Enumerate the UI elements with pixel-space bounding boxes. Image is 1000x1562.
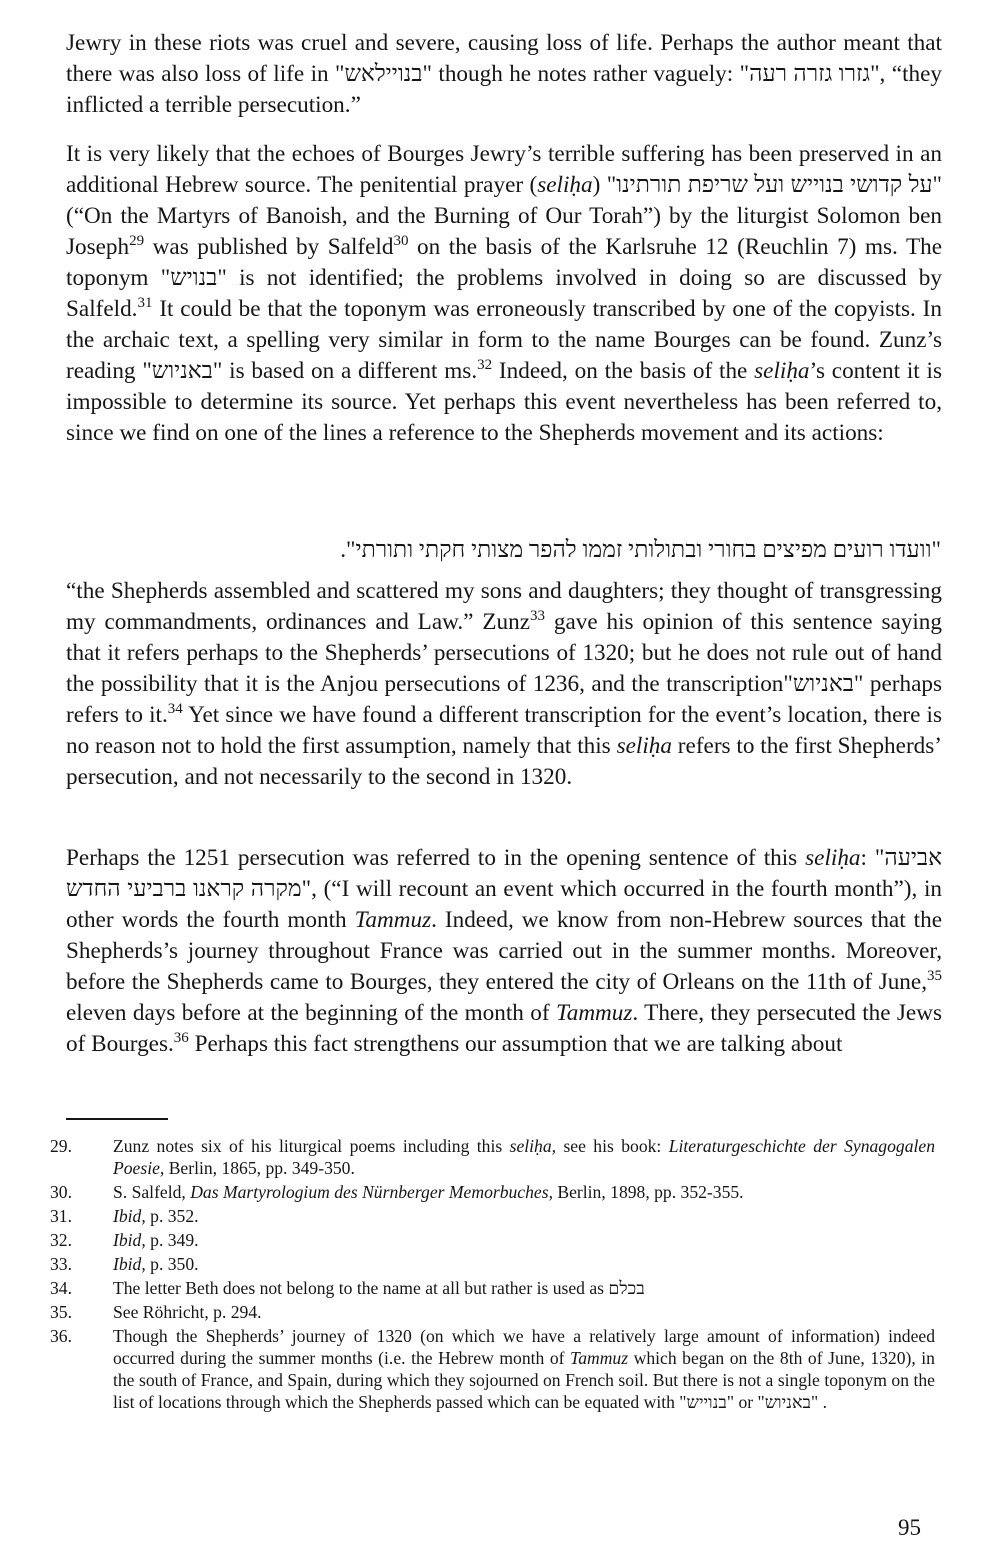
footnote-separator bbox=[66, 1118, 168, 1120]
p3-tammuz-1: Tammuz bbox=[354, 907, 432, 933]
p2b-text-a: “the Shepherds assembled and scattered my sons and daughters; they thought of transgressing my commandments, ordinances and Law.” Zunz bbox=[66, 578, 942, 635]
p2b-text-b: gave his opinion of this sentence saying that it refers perhaps to the Shepherds’ persecutions of 1320; but he does not rule out of hand the possibility that it is the Anjou persecutions of 1236, and the transcription"באניוש" perhaps refers to it. bbox=[66, 609, 942, 728]
p3-seliha: seliḥa bbox=[805, 845, 861, 871]
footnote-number: 29. bbox=[50, 1136, 72, 1156]
paragraph-3 bbox=[66, 843, 942, 1060]
paragraph-1-text: Jewry in these riots was cruel and severe, causing loss of life. Perhaps the author meant that there was also loss of life in "בנויילאש" though he notes rather vaguely: "גזרו גזרה רעה", “they inflicted a terrible persecution.” bbox=[66, 30, 942, 118]
p2b-text-d: refers to the first Shepherds’ persecution, and not necessarily to the second in 1320. bbox=[66, 733, 942, 790]
p2-text-g: ’s content it is impossible to determine its source. Yet perhaps this event nevertheless has been referred to, since we find on one of the lines a reference to the Shepherds movement and its actions: bbox=[66, 358, 942, 446]
footnote-31: 31. Ibid, p. 352. bbox=[50, 1206, 199, 1226]
p2-seliha-1: seliḥa bbox=[537, 172, 593, 198]
paragraph-2-continued bbox=[66, 576, 942, 793]
p3-text-d: eleven days before at the beginning of the month of bbox=[66, 1000, 556, 1026]
p3-text-f: Perhaps this fact strengthens our assumption that we are talking about bbox=[188, 1031, 843, 1057]
footnotes bbox=[50, 1135, 935, 1415]
p3-tammuz-2: Tammuz bbox=[555, 1000, 633, 1026]
p2-text-a: It is very likely that the echoes of Bourges Jewry’s terrible suffering has been preserved in an additional Hebrew source. The penitential prayer ( bbox=[66, 141, 942, 198]
p3-text-a: Perhaps the 1251 persecution was referred to in the opening sentence of this bbox=[66, 845, 806, 871]
footnote-ref-30: 30 bbox=[393, 233, 409, 249]
footnote-ref-33: 33 bbox=[529, 608, 545, 624]
footnote-ref-36: 36 bbox=[173, 1030, 189, 1046]
footnote-ref-31: 31 bbox=[137, 295, 153, 311]
footnote-30: 30. S. Salfeld, Das Martyrologium des Nürnberger Memorbuches, Berlin, 1898, pp. 352-355. bbox=[50, 1182, 744, 1202]
p3-text-b: : "אביעה מקרה קראנו ברביעי החדש", (“I will recount an event which occurred in the fourth month”), in other words the fourth month bbox=[66, 845, 942, 933]
footnote-number: 30. bbox=[50, 1182, 72, 1202]
p2-text-c: was published by Salfeld bbox=[144, 234, 394, 260]
footnote-number: 32. bbox=[50, 1230, 72, 1250]
footnote-number: 36. bbox=[50, 1326, 72, 1346]
footnote-number: 31. bbox=[50, 1206, 72, 1226]
p2-text-d: on the basis of the Karlsruhe 12 (Reuchlin 7) ms. The toponym "בנויש" is not identified; the problems involved in doing so are discussed by Salfeld. bbox=[66, 234, 942, 322]
paragraph-2 bbox=[66, 139, 942, 449]
hebrew-quote: "וועדו רועים מפיצים בחורי ובתולותי זממו להפר מצותי חקתי ותורתי". bbox=[340, 537, 941, 563]
footnote-ref-32: 32 bbox=[477, 357, 493, 373]
footnote-number: 33. bbox=[50, 1254, 72, 1274]
p2-text-e: It could be that the toponym was erroneously transcribed by one of the copyists. In the archaic text, a spelling very similar in form to the name Bourges can be found. Zunz’s reading "באניוש" is based on a different ms. bbox=[66, 296, 942, 384]
p2b-text-c: Yet since we have found a different transcription for the event’s location, there is no reason not to hold the first assumption, namely that this bbox=[66, 702, 942, 759]
p3-text-e: . There, they persecuted the Jews of Bourges. bbox=[66, 1000, 942, 1057]
p2b-seliha: seliḥa bbox=[616, 733, 672, 759]
p2-text-b: ) "על קדושי בנוייש ועל שריפת תורתינו" (“On the Martyrs of Banoish, and the Burning of Our Torah”) by the liturgist Solomon ben Joseph bbox=[66, 172, 943, 260]
footnote-number: 35. bbox=[50, 1302, 72, 1322]
footnote-29: 29. Zunz notes six of his liturgical poems including this seliḥa, see his book: Literaturgeschichte der Synagogalen Poesie, Berlin, 1865, pp. 349-350. bbox=[50, 1136, 935, 1178]
paragraph-1 bbox=[66, 28, 942, 121]
p2-seliha-2: seliḥa bbox=[754, 358, 810, 384]
footnote-ref-34: 34 bbox=[167, 701, 183, 717]
footnote-33: 33. Ibid, p. 350. bbox=[50, 1254, 199, 1274]
p2-text-f: Indeed, on the basis of the bbox=[492, 358, 755, 384]
footnote-34: 34. The letter Beth does not belong to the name at all but rather is used as בכלם bbox=[50, 1278, 645, 1298]
page-number: 95 bbox=[898, 1515, 921, 1540]
footnote-36: 36. Though the Shepherds’ journey of 1320 (on which we have a relatively large amount of information) indeed occurred during the summer months (i.e. the Hebrew month of Tammuz which began on the 8th of June, 1320), in the south of France, and Spain, during which they sojourned on French soil. But there is not a single toponym on the list of locations through which the Shepherds passed which can be equated with "בנוייש" or "באניוש" . bbox=[50, 1326, 935, 1412]
footnote-35: 35. See Röhricht, p. 294. bbox=[50, 1302, 262, 1322]
footnote-32: 32. Ibid, p. 349. bbox=[50, 1230, 199, 1250]
footnote-number: 34. bbox=[50, 1278, 72, 1298]
footnote-ref-35: 35 bbox=[927, 968, 942, 984]
p3-text-c: . Indeed, we know from non-Hebrew sources that the Shepherds’s journey throughout France was carried out in the summer months. Moreover, before the Shepherds came to Bourges, they entered the city of Orleans on the 11th of June, bbox=[66, 907, 942, 995]
footnote-ref-29: 29 bbox=[129, 233, 145, 249]
